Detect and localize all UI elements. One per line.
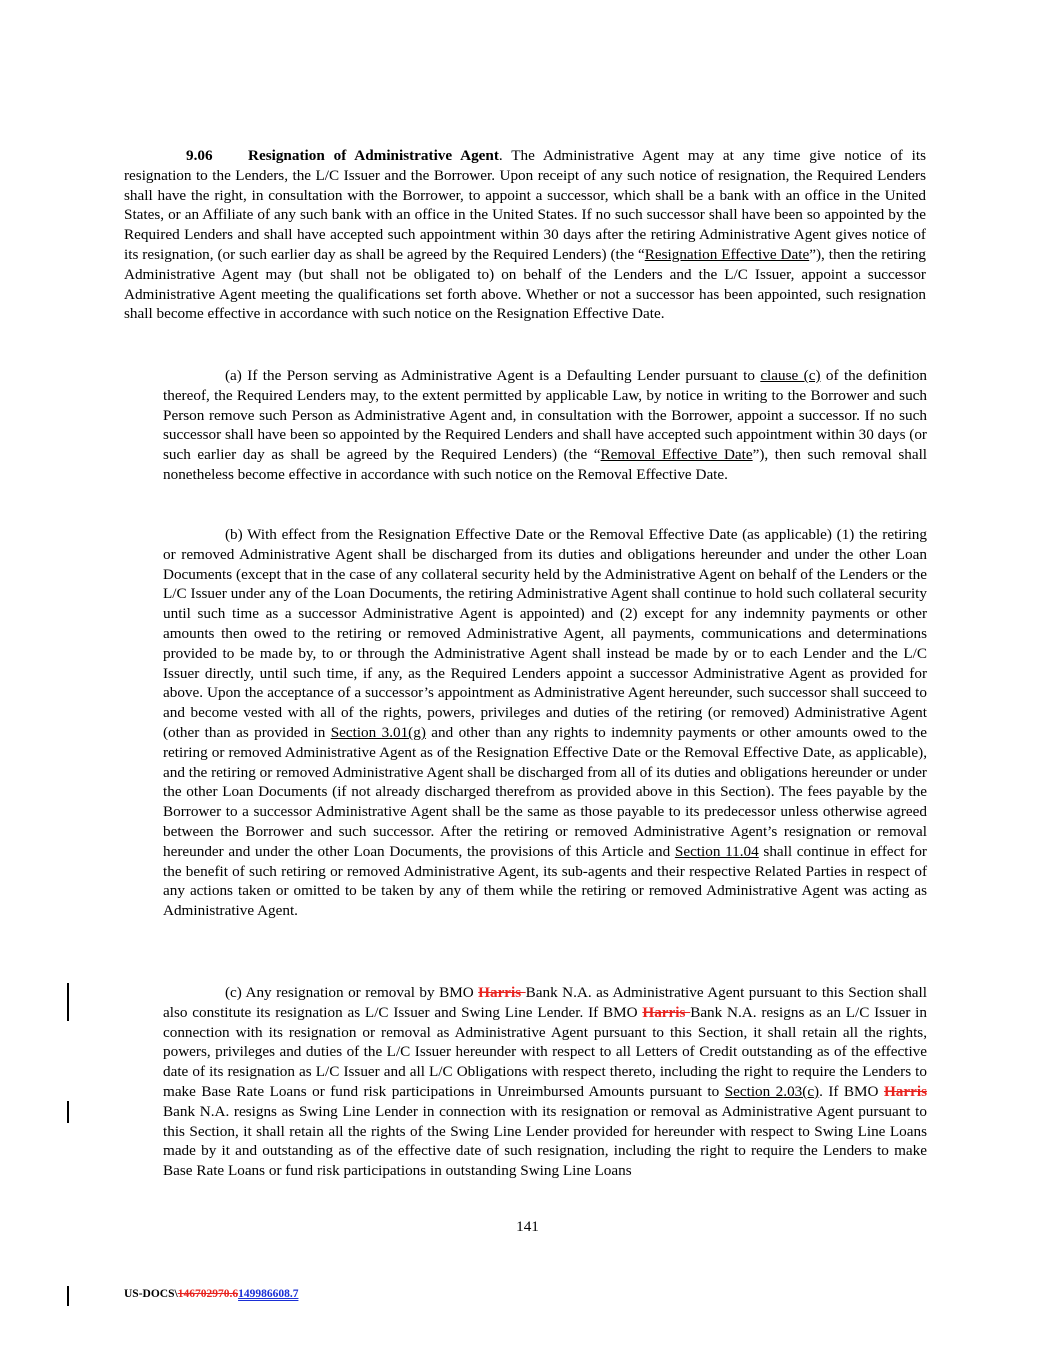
section-body: . The Administrative Agent may at any time give notice of its resignation to the Lenders, the L/C Issuer and the Borrower. Upon receipt of any such notice of resignation, the Required Lenders shall have the right, in consultation with the Borrower, to appoint a successor, which shall be a bank with an office in the United States, or an Affiliate of any such bank with an office in the United States. If no such successor shall have been so appointed by the Required Lenders and shall have accepted such appointment within 30 days after the retiring Administrative Agent gives notice of its resignation, (or such earlier day as shall be agreed by the Required Lenders) (the “ xyxy=(124,147,926,263)
paragraph-label: (b) xyxy=(225,526,243,543)
paragraph-text: . If BMO xyxy=(819,1082,884,1100)
change-bar xyxy=(67,983,69,1021)
document-id-prefix: US-DOCS\ xyxy=(124,1288,178,1300)
paragraph-b xyxy=(163,525,927,921)
paragraph-text: Any resignation or removal by BMO xyxy=(241,984,479,1001)
paragraph-label: (a) xyxy=(225,367,242,384)
paragraph-text: Bank N.A. resigns as Swing Line Lender in connection with its resignation or removal as Administrative Agent pursuant to this Section, it shall retain all the rights of the Swing Line Lender provided for hereunder with respect to Swing Line Loans made by it and outstanding as of the effective date of such resignation, including the right to require the Lenders to make Base Rate Loans or fund risk participations in outstanding Swing Line Loans xyxy=(163,1102,927,1180)
paragraph-text: If the Person serving as Administrative Agent is a Defaulting Lender pursuant to xyxy=(241,367,761,384)
section-number: 9.06 xyxy=(186,147,213,164)
paragraph-text: of the definition thereof, the Required Lenders may, to the extent permitted by applicable Law, by notice in writing to the Borrower and such Person remove such Person as Administrative Agent and, in consultation with the Borrower, appoint a successor. If no such successor shall have been so appointed by the Required Lenders and shall have accepted such appointment within 30 days (or such earlier day as shall be agreed by the Required Lenders) (the “ xyxy=(163,367,927,464)
paragraph-text: Bank N.A. as Administrative Agent pursuant to this Section shall also constitute its resignation as L/C Issuer and Swing Line Lender. If BMO xyxy=(163,984,927,1021)
paragraph-text: With effect from the Resignation Effective Date or the Removal Effective Date (as applicable) (1) the retiring or removed Administrative Agent shall be discharged from its duties and obligations hereunder and under the other Loan Documents (except that in the case of any collateral security held by the Administrative Agent on behalf of the Lenders or the L/C Issuer under any of the Loan Documents, the retiring Administrative Agent shall continue to hold such collateral security until such time as a successor Administrative Agent is appointed) and (2) except for any indemnity payments or other amounts then owed to the retiring or removed Administrative Agent, all payments, communications and determinations provided to be made by, to or through the Administrative Agent shall instead be made by or to each Lender and the L/C Issuer directly, until such time, if any, as the Required Lenders appoint a successor Administrative Agent as provided for above. Upon the acceptance of a successor’s appointment as Administrative Agent hereunder, such successor shall succeed to and become vested with all of the rights, powers, privileges and duties of the retiring (or removed) Administrative Agent (other than as provided in xyxy=(163,526,927,741)
deleted-text: Harris xyxy=(642,1003,691,1021)
section-body-end: ”), then the retiring Administrative Agent may (but shall not be obligated to) on behalf of the Lenders and the L/C Issuer, appoint a successor Administrative Agent meeting the qualifications set forth above. Whether or not a successor has been appointed, such resignation shall become effective in accordance with such notice on the Resignation Effective Date. xyxy=(124,245,926,323)
cross-reference: clause (c) xyxy=(760,367,821,384)
inserted-document-id: 149986608.7 xyxy=(238,1288,299,1300)
page-number: 141 xyxy=(516,1218,539,1235)
cross-reference: Section 11.04 xyxy=(674,842,759,860)
paragraph-text: shall continue in effect for the benefit of such retiring or removed Administrative Agent, its sub-agents and their respective Related Parties in respect of any actions taken or omitted to be taken by any of them while the retiring or removed Administrative Agent was acting as Administrative Agent. xyxy=(163,842,927,920)
defined-term: Resignation Effective Date xyxy=(644,245,810,263)
change-bar xyxy=(67,1101,69,1123)
paragraph-text: ”), then such removal shall nonetheless become effective in accordance with such notice on the Removal Effective Date. xyxy=(163,446,928,483)
paragraph-label: (c) xyxy=(225,984,242,1001)
section-title: Resignation of Administrative Agent xyxy=(248,147,499,164)
document-id-footer xyxy=(124,1288,298,1300)
paragraph-a xyxy=(163,366,927,485)
cross-reference: Section 2.03(c) xyxy=(724,1082,820,1100)
defined-term: Removal Effective Date xyxy=(600,446,753,464)
paragraph-c xyxy=(163,983,927,1181)
change-bar xyxy=(67,1286,69,1306)
deleted-document-id: 146702970.6 xyxy=(177,1288,239,1300)
paragraph-text: and other than any rights to indemnity payments or other amounts owed to the retiring or removed Administrative Agent as of the Resignation Effective Date or the Removal Effective Date, as applicable), and the retiring or removed Administrative Agent shall be discharged from all of its duties and obligations hereunder or under the other Loan Documents (if not already discharged therefrom as provided above in this Section). The fees payable by the Borrower to a successor Administrative Agent shall be the same as those payable to its predecessor unless otherwise agreed between the Borrower and such successor. After the retiring or removed Administrative Agent’s resignation or removal hereunder and under the other Loan Documents, the provisions of this Article and xyxy=(163,723,928,860)
deleted-text: Harris xyxy=(883,1082,927,1100)
section-paragraph xyxy=(124,146,926,324)
cross-reference: Section 3.01(g) xyxy=(330,723,426,741)
paragraph-text: Bank N.A. resigns as an L/C Issuer in connection with its resignation or removal as Administrative Agent pursuant to this Section, it shall retain all the rights, powers, privileges and duties of the L/C Issuer hereunder with respect to all Letters of Credit outstanding as of the effective date of its resignation as L/C Issuer and all L/C Obligations with respect thereto, including the right to require the Lenders to make Base Rate Loans or fund risk participations in Unreimbursed Amounts pursuant to xyxy=(163,1003,927,1100)
deleted-text: Harris xyxy=(478,984,526,1001)
